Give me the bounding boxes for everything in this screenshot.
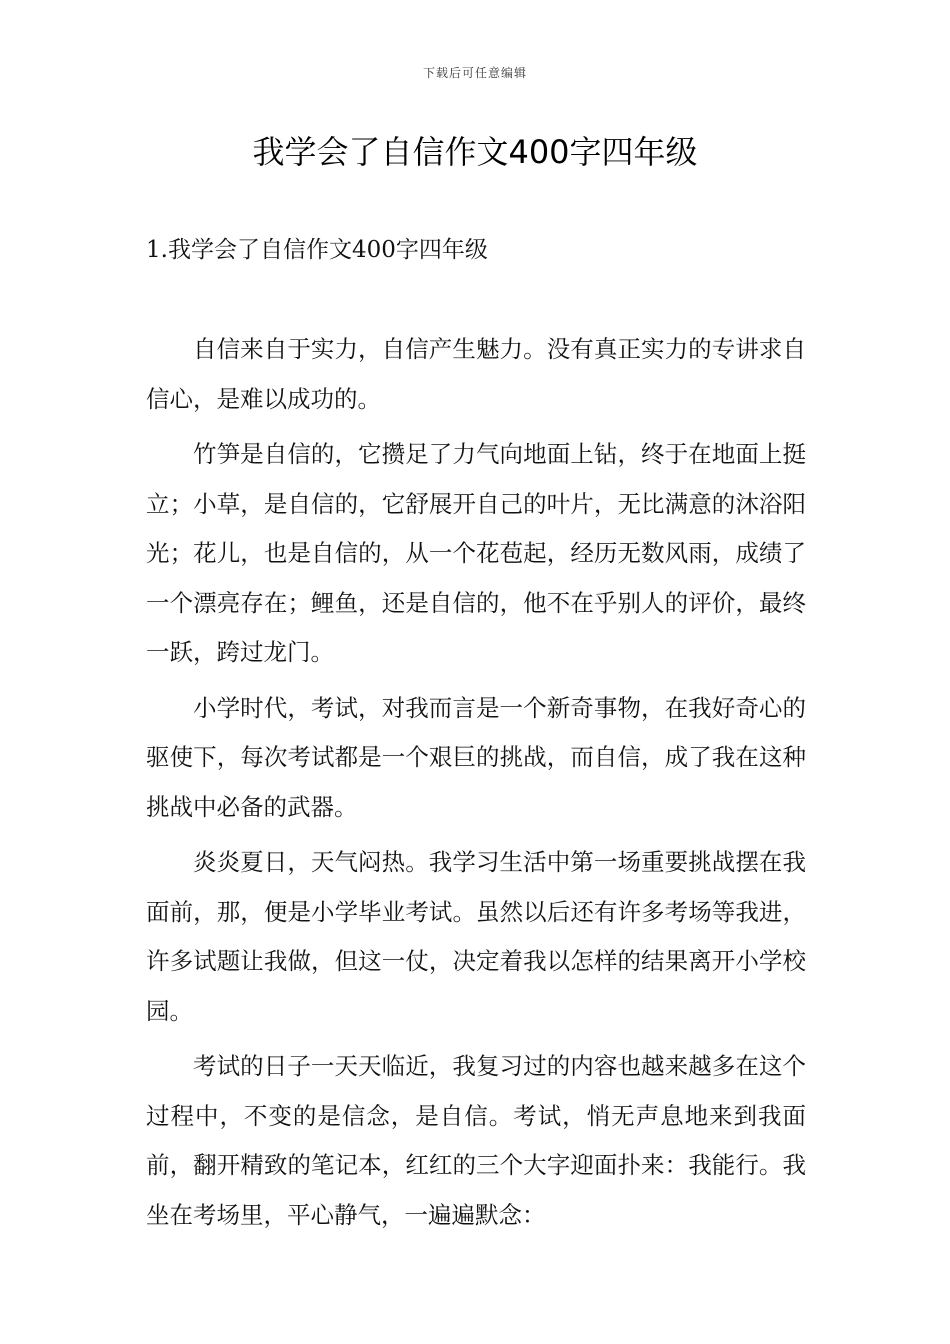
paragraph: 考试的日子一天天临近，我复习过的内容也越来越多在这个过程中，不变的是信念，是自信。考试，悄无声息地来到我面前，翻开精致的笔记本，红红的三个大字迎面扑来：我能行。我坐在考场里，平心静气，一遍遍默念： xyxy=(146,1052,806,1229)
paragraph: 小学时代，考试，对我而言是一个新奇事物，在我好奇心的驱使下，每次考试都是一个艰巨的挑战，而自信，成了我在这种挑战中必备的武器。 xyxy=(146,693,806,821)
paragraph: 竹笋是自信的，它攒足了力气向地面上钻，终于在地面上挺立；小草，是自信的，它舒展开自己的叶片，无比满意的沐浴阳光；花儿，也是自信的，从一个花苞起，经历无数风雨，成绩了一个漂亮存在；鲤鱼，还是自信的，他不在乎别人的评价，最终一跃，跨过龙门。 xyxy=(146,440,806,666)
paragraph: 自信来自于实力，自信产生魅力。没有真正实力的专讲求自信心，是难以成功的。 xyxy=(146,335,806,413)
header-note: 下载后可任意编辑 xyxy=(422,66,527,80)
document-title: 我学会了自信作文400字四年级 xyxy=(252,133,698,171)
essay-body xyxy=(146,322,806,1243)
section-heading: 1.我学会了自信作文400字四年级 xyxy=(146,237,488,263)
paragraph: 炎炎夏日，天气闷热。我学习生活中第一场重要挑战摆在我面前，那，便是小学毕业考试。虽然以后还有许多考场等我进，许多试题让我做，但这一仗，决定着我以怎样的结果离开小学校园。 xyxy=(146,848,806,1025)
